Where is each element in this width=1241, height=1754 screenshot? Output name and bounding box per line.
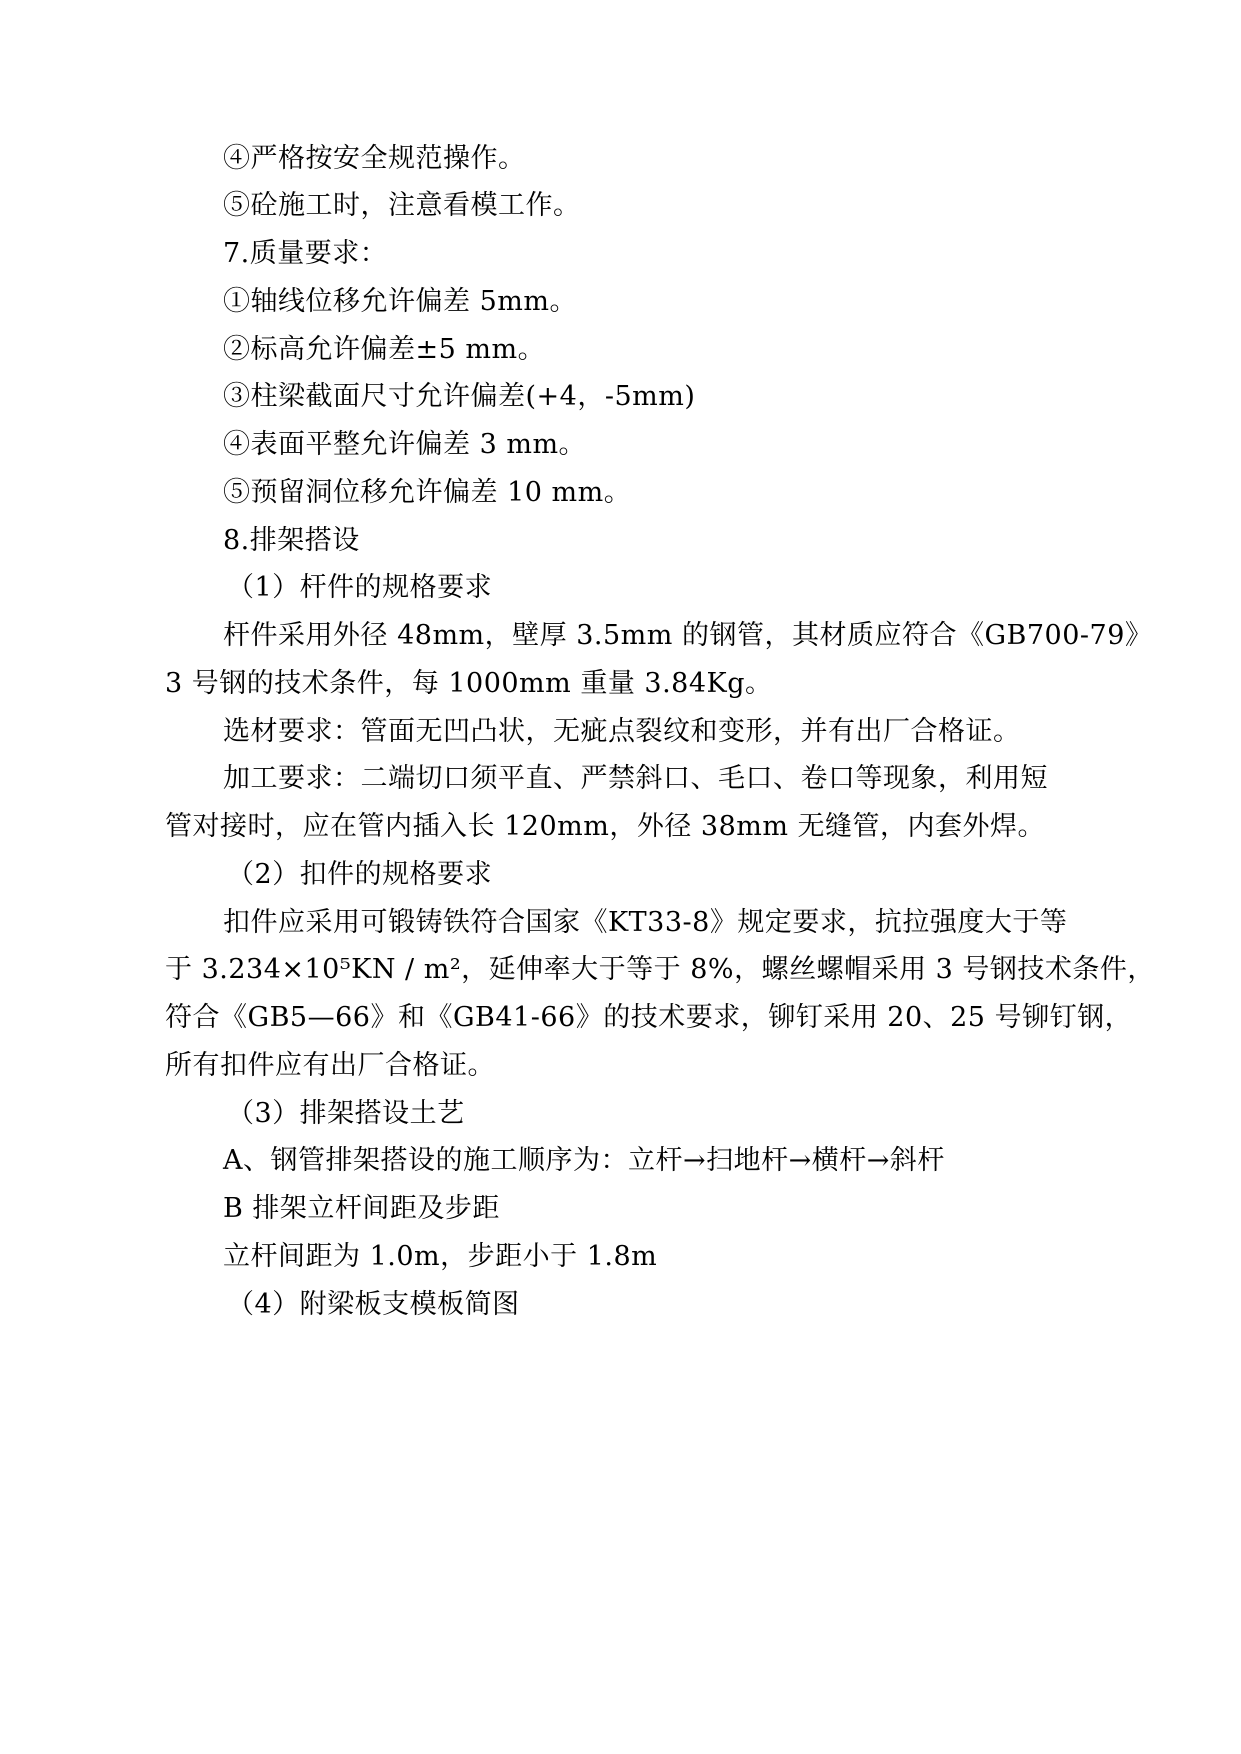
subsection-heading: （1）杆件的规格要求 [227, 572, 493, 603]
paragraph-line: 于 3.234×10⁵KN / m²，延伸率大于等于 8%，螺丝螺帽采用 3 号钢技术条件， [165, 954, 1155, 985]
text-line: ④表面平整允许偏差 3 mm。 [223, 429, 587, 460]
subsection-heading: （2）扣件的规格要求 [227, 859, 493, 890]
subsection-heading: （3）排架搭设土艺 [227, 1098, 465, 1129]
paragraph-line: 符合《GB5—66》和《GB41-66》的技术要求，铆钉采用 20、25 号铆钉钢， [165, 1002, 1133, 1033]
paragraph-line: 管对接时，应在管内插入长 120mm，外径 38mm 无缝管，内套外焊。 [165, 811, 1046, 842]
subsection-heading: （4）附梁板支模板简图 [227, 1289, 520, 1320]
paragraph-line: 选材要求：管面无凹凸状，无疵点裂纹和变形，并有出厂合格证。 [223, 716, 1021, 747]
paragraph-line: 扣件应采用可锻铸铁符合国家《KT33-8》规定要求，抗拉强度大于等 [223, 907, 1068, 938]
text-line: ⑤砼施工时，注意看模工作。 [223, 190, 581, 221]
text-line: ⑤预留洞位移允许偏差 10 mm。 [223, 477, 632, 508]
paragraph-line: 3 号钢的技术条件，每 1000mm 重量 3.84Kg。 [165, 668, 773, 699]
text-line: ②标高允许偏差±5 mm。 [223, 334, 546, 365]
paragraph-line: A、钢管排架搭设的施工顺序为：立杆→扫地杆→横杆→斜杆 [223, 1145, 945, 1176]
paragraph-line: B 排架立杆间距及步距 [223, 1193, 500, 1224]
text-line: ①轴线位移允许偏差 5mm。 [223, 286, 577, 317]
paragraph-line: 立杆间距为 1.0m，步距小于 1.8m [223, 1241, 658, 1272]
paragraph-line: 加工要求：二端切口须平直、严禁斜口、毛口、卷口等现象，利用短 [223, 763, 1048, 794]
paragraph-line: 杆件采用外径 48mm，壁厚 3.5mm 的钢管，其材质应符合《GB700-79》 [223, 620, 1153, 651]
text-line: ③柱梁截面尺寸允许偏差(+4，-5mm) [223, 381, 696, 412]
text-line: ④严格按安全规范操作。 [223, 143, 526, 174]
section-heading: 7.质量要求： [223, 238, 388, 269]
section-heading: 8.排架搭设 [223, 525, 360, 556]
paragraph-line: 所有扣件应有出厂合格证。 [165, 1050, 495, 1081]
